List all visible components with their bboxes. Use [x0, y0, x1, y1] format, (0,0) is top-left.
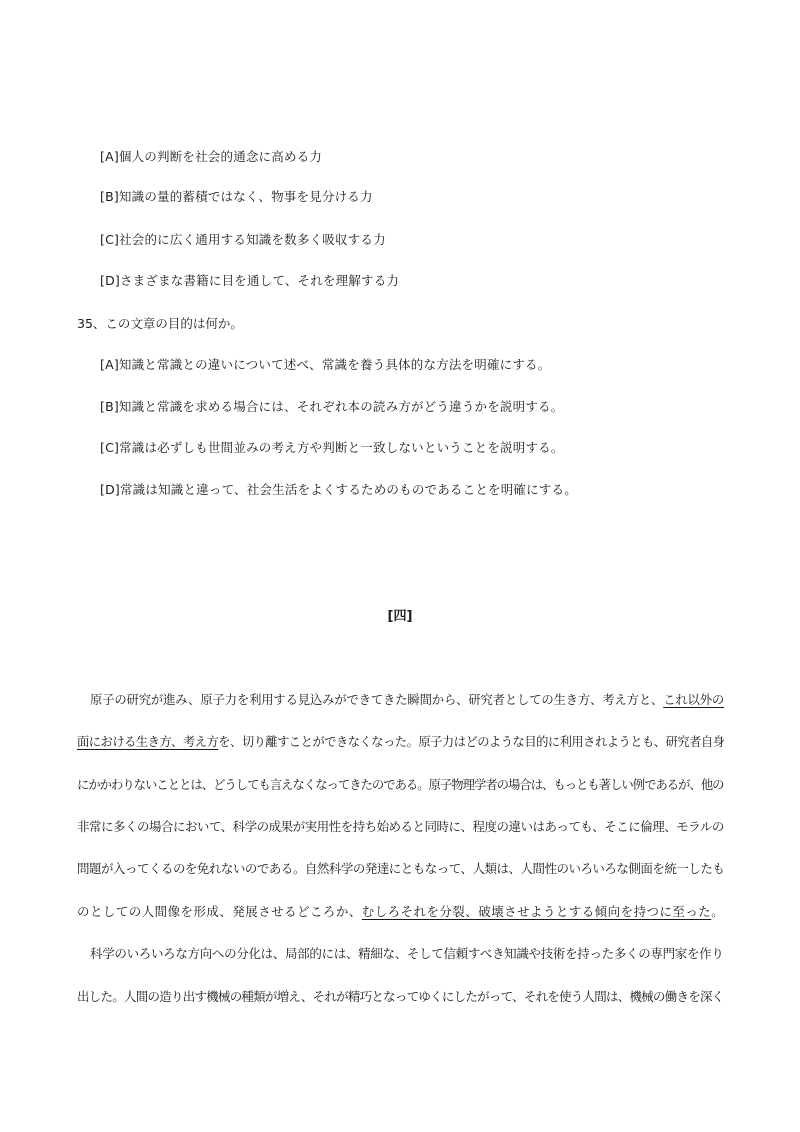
passage-line-6: のとしての人間像を形成、発展させるどころか、むしろそれを分裂、破壊させようとする傾向を持つに至った。: [77, 904, 725, 919]
passage-line-1: 原子の研究が進み、原子力を利用する見込みができてきた瞬間から、研究者としての生き方、考え方と、これ以外の: [90, 692, 725, 707]
q35-option-d: [D]常識は知識と違って、社会生活をよくするためのものであることを明確にする。: [100, 482, 577, 497]
underlined-phrase-1: これ以外の: [663, 692, 725, 707]
underlined-phrase-2: むしろそれを分裂、破壊させようとする傾向を持つに至った: [361, 904, 712, 919]
passage-line-8: 出した。人間の造り出す機械の種類が増え、それが精巧となってゆくにしたがって、それを使う人間は、機械の働きを深く: [77, 989, 724, 1004]
q35-question: 35、この文章の目的は何か。: [77, 316, 243, 331]
q34-option-a: [A]個人の判断を社会的通念に高める力: [100, 149, 323, 164]
q34-option-b: [B]知識の量的蓄積ではなく、物事を見分ける力: [100, 189, 373, 204]
q35-option-c: [C]常識は必ずしも世間並みの考え方や判断と一致しないということを説明する。: [100, 440, 564, 455]
passage-line-2: 面における生き方、考え方を、切り離すことができなくなった。原子力はどのような目的に利用されようとも、研究者自身: [77, 734, 725, 749]
passage-line-7: 科学のいろいろな方向への分化は、局部的には、精細な、そして信頼すべき知識や技術を持った多くの専門家を作り: [90, 946, 724, 961]
passage-line-5: 問題が入ってくるのを免れないのである。自然科学の発達にともなって、人類は、人間性のいろいろな側面を統一したも: [77, 861, 725, 876]
q34-option-d: [D]さまざまな書籍に目を通して、それを理解する力: [100, 273, 400, 288]
q35-option-b: [B]知識と常識を求める場合には、それぞれ本の読み方がどう違うかを説明する。: [100, 399, 564, 414]
underlined-phrase-1-cont: 面における生き方、考え方: [77, 734, 219, 749]
section-heading: [四]: [387, 609, 413, 624]
passage-line-4: 非常に多くの場合において、科学の成果が実用性を持ち始めると同時に、程度の違いはあっても、そこに倫理、モラルの: [77, 819, 724, 834]
q34-option-c: [C]社会的に広く通用する知識を数多く吸収する力: [100, 232, 386, 247]
passage-line-3: にかかわりないこととは、どうしても言えなくなってきたのである。原子物理学者の場合は、もっとも著しい例であるが、他の: [77, 777, 724, 792]
q35-option-a: [A]知識と常識との違いについて述べ、常識を養う具体的な方法を明確にする。: [100, 357, 551, 372]
